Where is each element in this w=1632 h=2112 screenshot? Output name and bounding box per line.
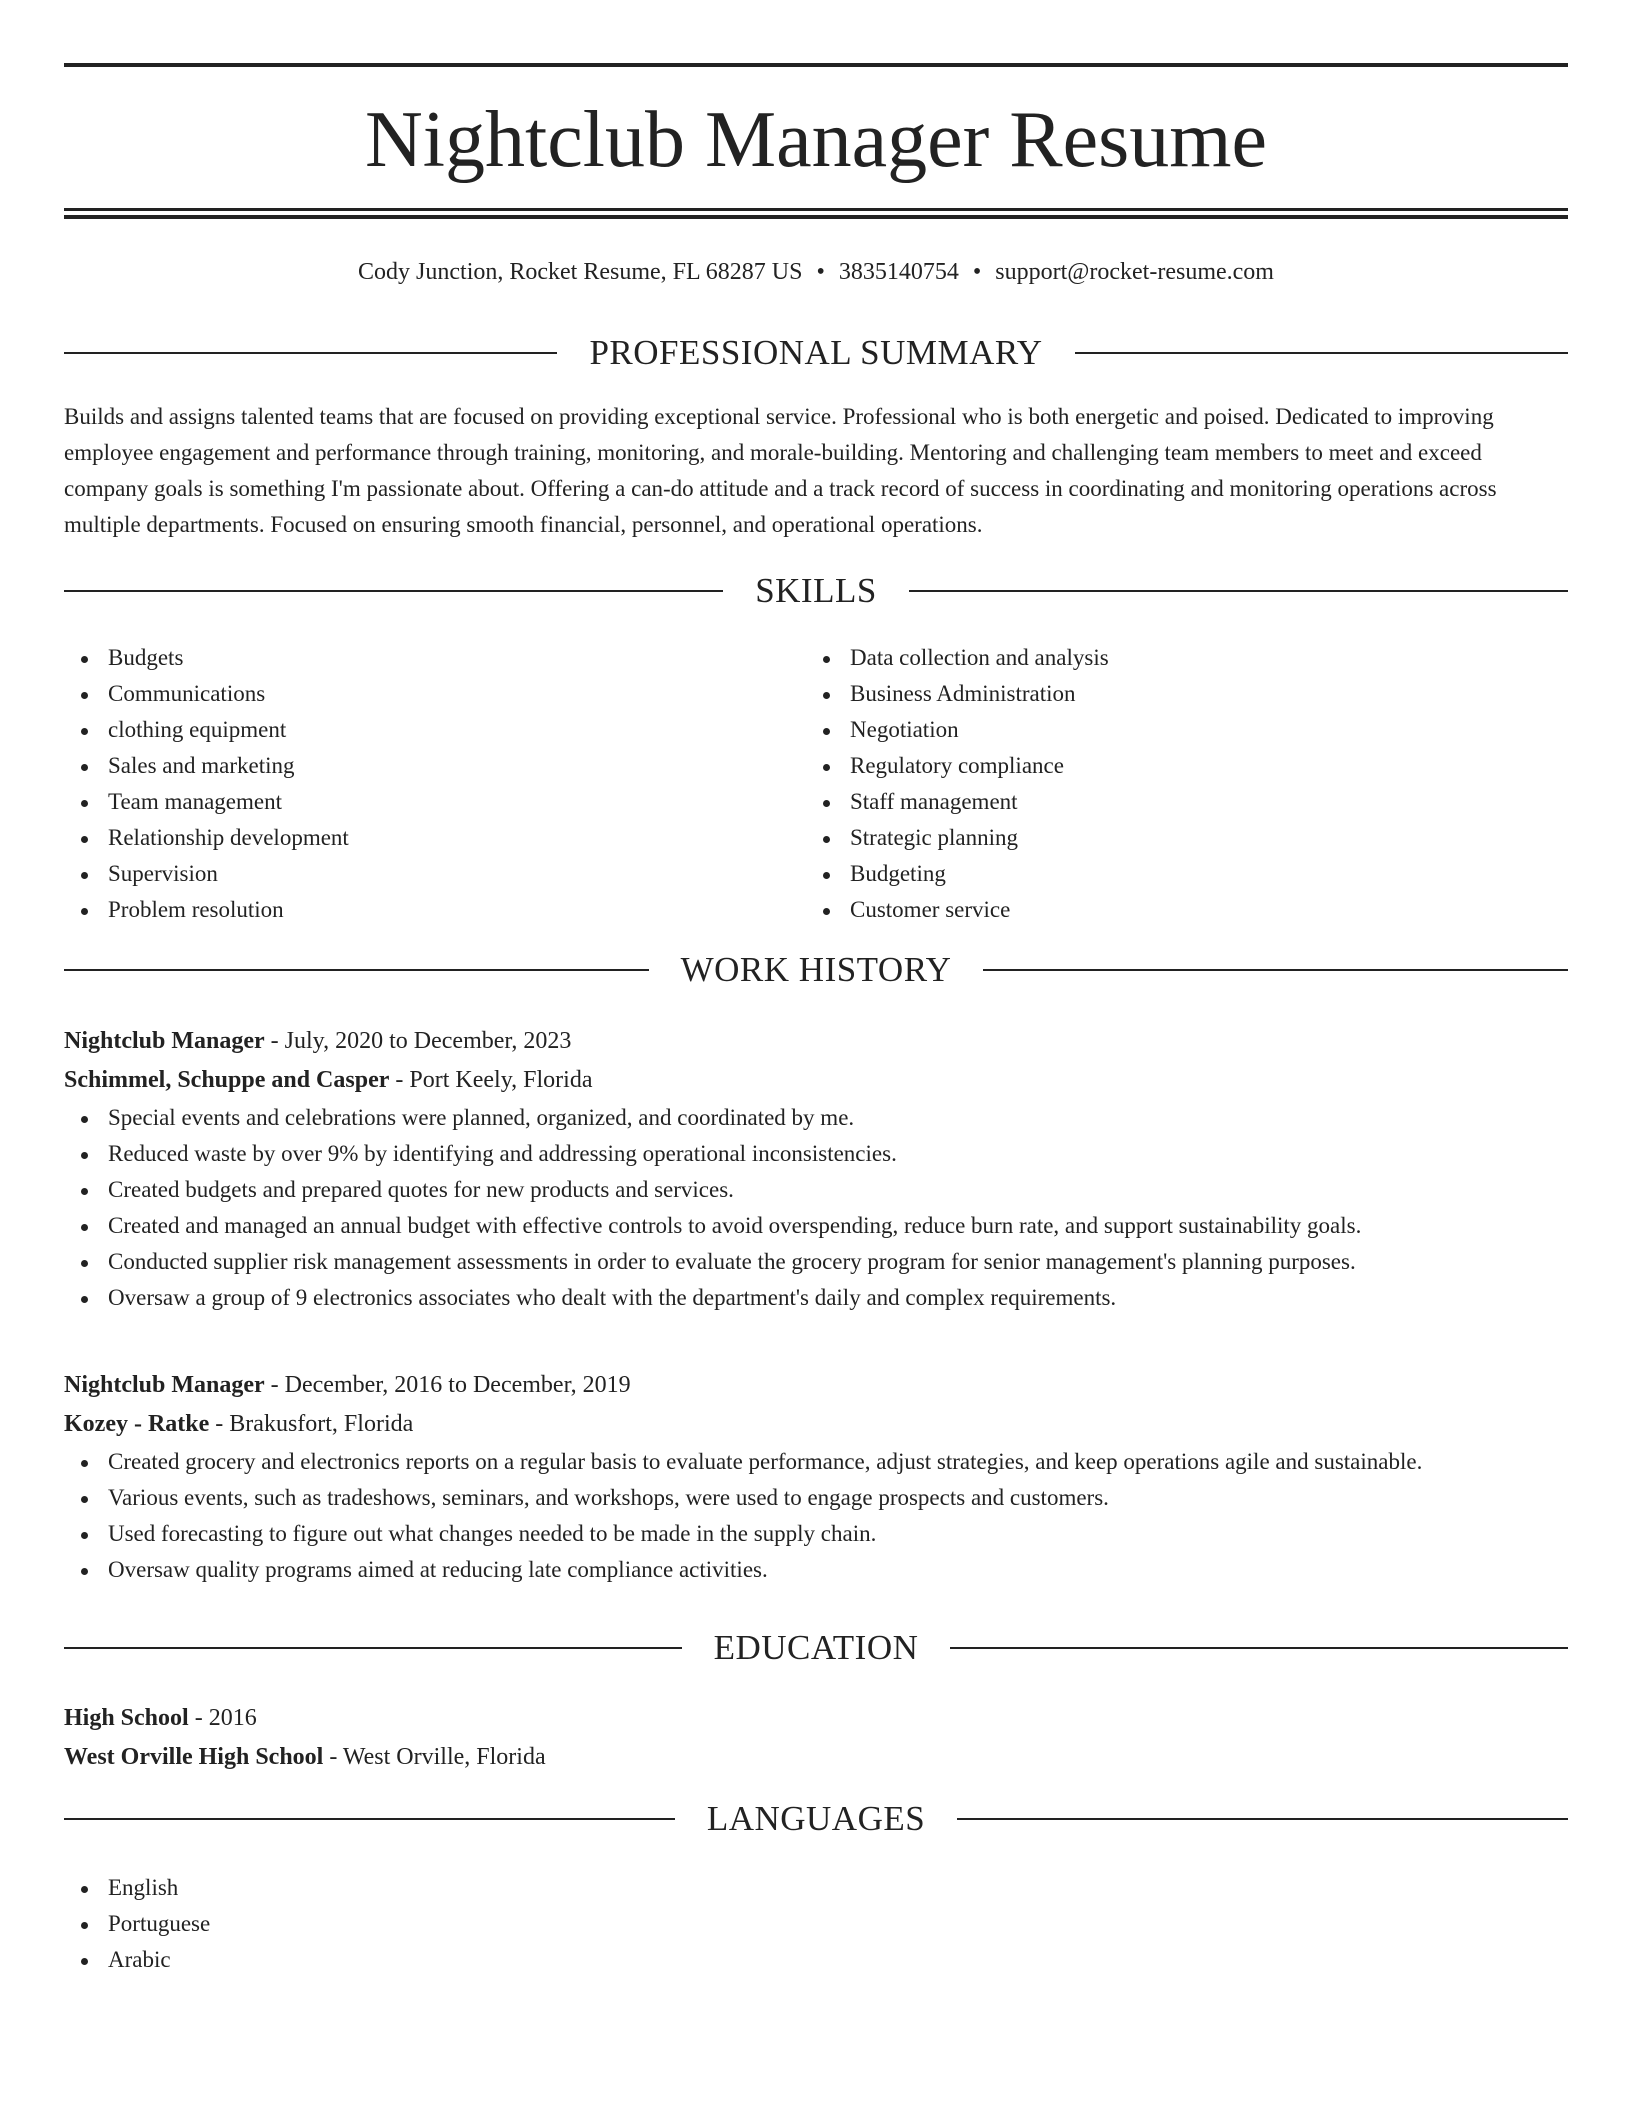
job-company-line bbox=[64, 1405, 1568, 1444]
skill-item: Problem resolution bbox=[64, 892, 764, 928]
contact-separator: • bbox=[972, 259, 982, 285]
summary-text: Builds and assigns talented teams that are focused on providing exceptional service. Professional who is both energetic and poised. Dedicated to improving employee engagement and performance through training, monitoring, and morale-building. Mentoring and challenging team members to meet and exceed company goals is something I'm passionate about. Offering a can-do attitude and a track record of success in coordinating and monitoring operations across multiple departments. Focused on ensuring smooth financial, personnel, and operational operations. bbox=[64, 404, 1497, 537]
education-school: West Orville High School bbox=[64, 1744, 324, 1770]
education-heading bbox=[64, 1628, 1568, 1668]
skill-item: Data collection and analysis bbox=[806, 640, 1566, 676]
education-year: - 2016 bbox=[188, 1705, 257, 1731]
page-title: Nightclub Manager Resume bbox=[365, 96, 1267, 184]
skill-item: clothing equipment bbox=[64, 712, 764, 748]
contact-phone: 3835140754 bbox=[838, 259, 959, 285]
heading-rule bbox=[64, 352, 557, 354]
job-entry bbox=[64, 1022, 1568, 1316]
skill-item: Staff management bbox=[806, 784, 1566, 820]
skill-item: Budgets bbox=[64, 640, 764, 676]
job-company: Schimmel, Schuppe and Casper bbox=[64, 1067, 390, 1093]
skill-item: Relationship development bbox=[64, 820, 764, 856]
summary-heading bbox=[64, 333, 1568, 373]
contact-email: support@rocket-resume.com bbox=[995, 259, 1274, 285]
skill-item: Communications bbox=[64, 676, 764, 712]
education-degree-line bbox=[64, 1699, 1568, 1738]
job-dates: - December, 2016 to December, 2019 bbox=[264, 1372, 631, 1398]
title-rule-lower bbox=[64, 215, 1568, 219]
education-school-line bbox=[64, 1738, 1568, 1777]
skill-item: Team management bbox=[64, 784, 764, 820]
top-rule bbox=[64, 63, 1568, 67]
work-heading bbox=[64, 950, 1568, 990]
language-item: Portuguese bbox=[64, 1906, 1568, 1942]
job-entry bbox=[64, 1366, 1568, 1588]
job-duties-list bbox=[64, 1444, 1568, 1588]
job-dates: - July, 2020 to December, 2023 bbox=[264, 1028, 572, 1054]
education-degree: High School bbox=[64, 1705, 189, 1731]
skill-item: Supervision bbox=[64, 856, 764, 892]
title-rule-upper bbox=[64, 208, 1568, 211]
heading-rule bbox=[64, 969, 649, 971]
job-role-line bbox=[64, 1022, 1568, 1061]
education-title: EDUCATION bbox=[713, 1628, 919, 1667]
job-duty: Oversaw a group of 9 electronics associates who dealt with the department's daily and complex requirements. bbox=[64, 1280, 1568, 1316]
job-duty: Reduced waste by over 9% by identifying and addressing operational inconsistencies. bbox=[64, 1136, 1568, 1172]
skill-item: Strategic planning bbox=[806, 820, 1566, 856]
languages-heading bbox=[64, 1799, 1568, 1839]
skill-item: Customer service bbox=[806, 892, 1566, 928]
job-location: - Brakusfort, Florida bbox=[209, 1411, 414, 1437]
job-role: Nightclub Manager bbox=[64, 1372, 265, 1398]
job-duty: Created and managed an annual budget with effective controls to avoid overspending, reduce burn rate, and support sustainability goals. bbox=[64, 1208, 1568, 1244]
work-title: WORK HISTORY bbox=[680, 950, 952, 989]
skill-item: Business Administration bbox=[806, 676, 1566, 712]
education-location: - West Orville, Florida bbox=[323, 1744, 546, 1770]
job-company: Kozey - Ratke bbox=[64, 1411, 210, 1437]
heading-rule bbox=[957, 1818, 1568, 1820]
job-duty: Conducted supplier risk management assessments in order to evaluate the grocery program for senior management's planning purposes. bbox=[64, 1244, 1568, 1280]
heading-rule bbox=[64, 1647, 682, 1649]
job-duty: Special events and celebrations were planned, organized, and coordinated by me. bbox=[64, 1100, 1568, 1136]
job-duty: Created grocery and electronics reports on a regular basis to evaluate performance, adjust strategies, and keep operations agile and sustainable. bbox=[64, 1444, 1568, 1480]
contact-separator: • bbox=[816, 259, 825, 285]
language-item: Arabic bbox=[64, 1942, 1568, 1978]
heading-rule bbox=[950, 1647, 1568, 1649]
job-duty: Various events, such as tradeshows, seminars, and workshops, were used to engage prospects and customers. bbox=[64, 1480, 1568, 1516]
job-company-line bbox=[64, 1061, 1568, 1100]
summary-title: PROFESSIONAL SUMMARY bbox=[589, 333, 1043, 372]
heading-rule bbox=[1075, 352, 1568, 354]
contact-address: Cody Junction, Rocket Resume, FL 68287 US bbox=[358, 259, 803, 285]
languages-list bbox=[64, 1870, 1568, 1978]
job-duties-list bbox=[64, 1100, 1568, 1316]
job-location: - Port Keely, Florida bbox=[389, 1067, 593, 1093]
job-role: Nightclub Manager bbox=[64, 1028, 265, 1054]
skills-list-right bbox=[806, 640, 1566, 928]
job-role-line bbox=[64, 1366, 1568, 1405]
contact-line bbox=[64, 254, 1568, 290]
skill-item: Regulatory compliance bbox=[806, 748, 1566, 784]
skill-item: Negotiation bbox=[806, 712, 1566, 748]
job-duty: Used forecasting to figure out what changes needed to be made in the supply chain. bbox=[64, 1516, 1568, 1552]
skill-item: Budgeting bbox=[806, 856, 1566, 892]
heading-rule bbox=[909, 590, 1568, 592]
heading-rule bbox=[64, 590, 723, 592]
languages-title: LANGUAGES bbox=[706, 1799, 926, 1838]
heading-rule bbox=[64, 1818, 675, 1820]
skills-title: SKILLS bbox=[755, 571, 877, 610]
heading-rule bbox=[983, 969, 1568, 971]
language-item: English bbox=[64, 1870, 1568, 1906]
skills-heading bbox=[64, 571, 1568, 611]
education-entry bbox=[64, 1699, 1568, 1777]
job-duty: Created budgets and prepared quotes for new products and services. bbox=[64, 1172, 1568, 1208]
job-duty: Oversaw quality programs aimed at reducing late compliance activities. bbox=[64, 1552, 1568, 1588]
skill-item: Sales and marketing bbox=[64, 748, 764, 784]
skills-list-left bbox=[64, 640, 764, 928]
